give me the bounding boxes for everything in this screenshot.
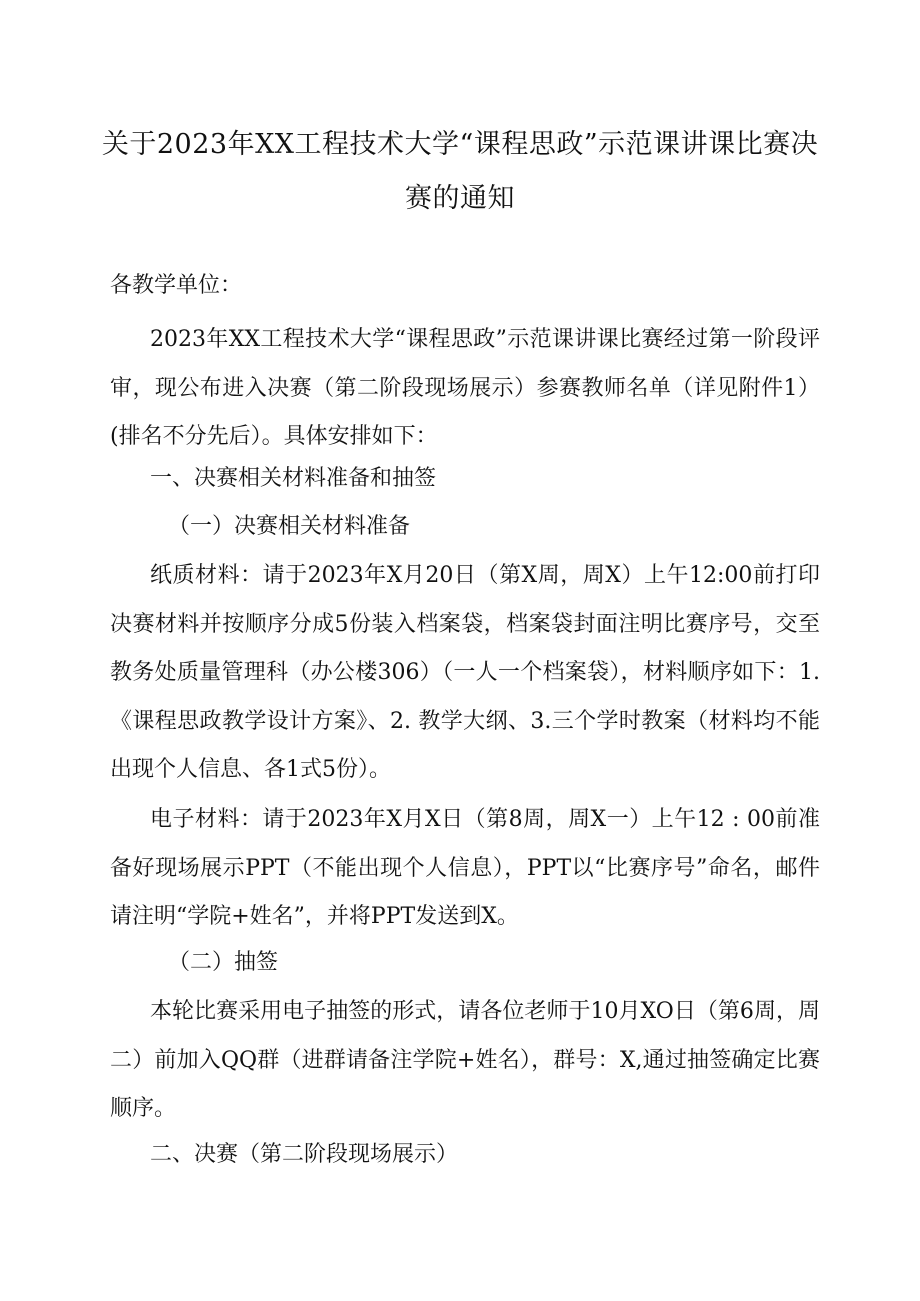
subsection-heading-2: （二）抽签 [168, 950, 279, 975]
section-heading-1: 一、决赛相关材料准备和抽签 [150, 466, 437, 491]
document-title: 关于2023年XX工程技术大学“课程思政”示范课讲课比赛决赛的通知 [101, 129, 819, 214]
intro-paragraph: 2023年XX工程技术大学“课程思政”示范课讲课比赛经过第一阶段评审，现公布进入决赛（第二阶段现场展示）参赛教师名单（详见附件1）(排名不分先后）。具体安排如下： [110, 327, 820, 449]
salutation: 各教学单位： [110, 273, 243, 298]
section-heading-2: 二、决赛（第二阶段现场展示） [150, 1142, 459, 1167]
electronic-materials-paragraph: 电子材料：请于2023年X月X日（第8周，周X一）上午12 : 00前准备好现场展示PPT（不能出现个人信息），PPT以“比赛序号”命名，邮件请注明“学院+姓名”，并将PPT发送到X。 [110, 807, 820, 929]
subsection-heading-1: （一）决赛相关材料准备 [168, 514, 411, 539]
lottery-paragraph: 本轮比赛采用电子抽签的形式，请各位老师于10月XO日（第6周，周二）前加入QQ群（进群请备注学院+姓名），群号：X,通过抽签确定比赛顺序。 [110, 999, 820, 1121]
paper-materials-paragraph: 纸质材料：请于2023年X月20日（第X周，周X）上午12:00前打印决赛材料并按顺序分成5份装入档案袋，档案袋封面注明比赛序号，交至教务处质量管理科（办公楼306）（一人一个档案袋），材料顺序如下：1.《课程思政教学设计方案》、2. 教学大纲、3.三个学时教案（材料均不能出现个人信息、各1式5份）。 [110, 563, 820, 782]
